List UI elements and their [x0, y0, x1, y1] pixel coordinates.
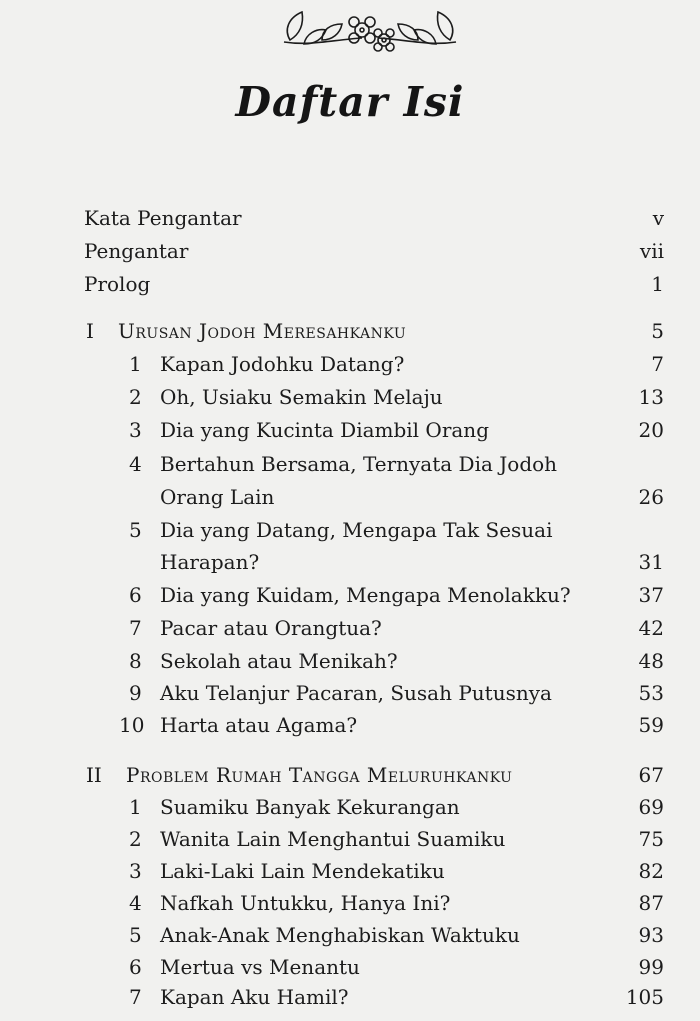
chapter-title: Bertahun Bersama, Ternyata Dia Jodoh: [160, 452, 558, 476]
toc-row: [0, 981, 700, 1013]
toc-row: [0, 823, 700, 855]
chapter-title: Laki-Laki Lain Mendekatiku: [160, 859, 445, 883]
toc-row-kata-pengantar: [0, 202, 700, 234]
chapter-title: Nafkah Untukku, Hanya Ini?: [160, 891, 451, 915]
toc-page-number: 48: [638, 649, 664, 673]
chapter-title: Dia yang Datang, Mengapa Tak Sesuai: [160, 518, 553, 542]
toc-page-number: 99: [638, 955, 664, 979]
toc-row-continued: [0, 546, 700, 578]
chapter-number: 4: [129, 891, 142, 915]
toc-label: Kata Pengantar: [84, 206, 242, 230]
chapter-number: 8: [129, 649, 142, 673]
chapter-title: Dia yang Kucinta Diambil Orang: [160, 418, 489, 442]
toc-page-number: vii: [639, 239, 664, 263]
chapter-number: 2: [129, 827, 142, 851]
toc-page-number: 67: [638, 763, 664, 787]
chapter-number: 1: [129, 795, 142, 819]
toc-page-number: 93: [638, 923, 664, 947]
toc-page-number: 31: [638, 550, 664, 574]
chapter-title: Kapan Aku Hamil?: [160, 985, 349, 1009]
chapter-title-continued: Harapan?: [160, 550, 260, 574]
chapter-title: Aku Telanjur Pacaran, Susah Putusnya: [160, 681, 552, 705]
part-numeral: I: [86, 319, 94, 343]
toc-row: [0, 645, 700, 677]
chapter-number: 4: [129, 452, 142, 476]
toc-row: [0, 677, 700, 709]
toc-page-number: v: [652, 206, 664, 230]
chapter-title: Mertua vs Menantu: [160, 955, 360, 979]
toc-row: [0, 448, 700, 480]
toc-page-number: 1: [651, 272, 664, 296]
toc-page-number: 59: [638, 713, 664, 737]
part-numeral: II: [86, 763, 102, 787]
toc-label: Pengantar: [84, 239, 189, 263]
toc-page-number: 5: [651, 319, 664, 343]
toc-part-heading: [0, 315, 700, 347]
toc-page-number: 37: [638, 583, 664, 607]
page-title: Daftar Isi: [235, 78, 465, 126]
toc-row: [0, 514, 700, 546]
chapter-number: 2: [129, 385, 142, 409]
toc-page-number: 20: [638, 418, 664, 442]
toc-row-pengantar: [0, 235, 700, 267]
toc-row: [0, 414, 700, 446]
toc-row: [0, 348, 700, 380]
toc-row-continued: [0, 481, 700, 513]
toc-label: Prolog: [84, 272, 151, 296]
toc-row: [0, 887, 700, 919]
toc-page-number: 75: [638, 827, 664, 851]
chapter-title: Suamiku Banyak Kekurangan: [160, 795, 460, 819]
toc-row: [0, 612, 700, 644]
toc-row: [0, 381, 700, 413]
toc-page-number: 82: [638, 859, 664, 883]
toc-row: [0, 951, 700, 983]
chapter-title: Pacar atau Orangtua?: [160, 616, 382, 640]
toc-page-number: 87: [638, 891, 664, 915]
chapter-title: Dia yang Kuidam, Mengapa Menolakku?: [160, 583, 571, 607]
toc-row: [0, 579, 700, 611]
toc-row: [0, 855, 700, 887]
chapter-number: 3: [129, 418, 142, 442]
chapter-title: Wanita Lain Menghantui Suamiku: [160, 827, 506, 851]
part-title: Problem Rumah Tangga Meluruhkanku: [126, 763, 513, 787]
toc-row: [0, 709, 700, 741]
chapter-number: 1: [129, 352, 142, 376]
chapter-title: Oh, Usiaku Semakin Melaju: [160, 385, 443, 409]
toc-page-number: 69: [638, 795, 664, 819]
chapter-number: 5: [129, 923, 142, 947]
toc-page-number: 42: [638, 616, 664, 640]
toc-part-heading: [0, 759, 700, 791]
chapter-title: Kapan Jodohku Datang?: [160, 352, 405, 376]
chapter-title-continued: Orang Lain: [160, 485, 275, 509]
toc-page-number: 7: [651, 352, 664, 376]
chapter-number: 9: [129, 681, 142, 705]
chapter-title: Anak-Anak Menghabiskan Waktuku: [160, 923, 520, 947]
chapter-number: 3: [129, 859, 142, 883]
chapter-title: Harta atau Agama?: [160, 713, 358, 737]
toc-page-number: 53: [638, 681, 664, 705]
chapter-number: 7: [129, 985, 142, 1009]
toc-row: [0, 919, 700, 951]
chapter-number: 10: [119, 713, 145, 737]
toc-page-number: 26: [638, 485, 664, 509]
toc-page-number: 105: [625, 985, 664, 1009]
toc-row-prolog: [0, 268, 700, 300]
part-title: Urusan Jodoh Meresahkanku: [118, 319, 407, 343]
chapter-title: Sekolah atau Menikah?: [160, 649, 398, 673]
chapter-number: 6: [129, 583, 142, 607]
toc-row: [0, 791, 700, 823]
chapter-number: 5: [129, 518, 142, 542]
chapter-number: 6: [129, 955, 142, 979]
chapter-number: 7: [129, 616, 142, 640]
toc-page-number: 13: [638, 385, 664, 409]
